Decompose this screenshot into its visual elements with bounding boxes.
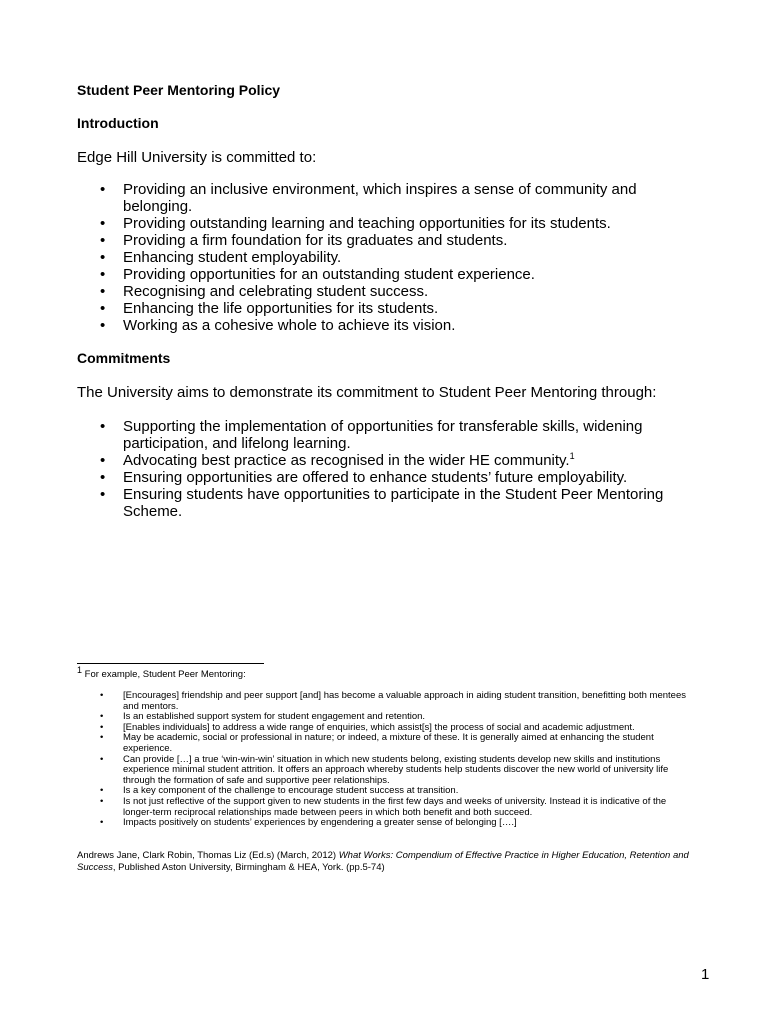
list-item: • Providing an inclusive environment, which inspires a sense of community and belonging. bbox=[77, 181, 677, 215]
list-item: • Recognising and celebrating student success. bbox=[77, 283, 677, 300]
introduction-lead: Edge Hill University is committed to: bbox=[77, 149, 317, 166]
list-item: • Is not just reflective of the support given to new students in the first few days and weeks of university. Instead it is indicative of the longer-term reciprocal relationships made between peers in which both benefit and both succeed. bbox=[77, 797, 697, 818]
reference-authors: Andrews Jane, Clark Robin, Thomas Liz (Ed.s) (March, 2012) bbox=[77, 850, 339, 861]
footnote-intro: $^1$ For example, Student Peer Mentoring: bbox=[77, 664, 246, 680]
section-heading-introduction: Introduction bbox=[77, 115, 159, 131]
reference-citation bbox=[77, 850, 697, 873]
list-item: • Providing opportunities for an outstanding student experience. bbox=[77, 266, 677, 283]
reference-publisher: , Published Aston University, Birmingham & HEA, York. (pp.5-74) bbox=[112, 861, 385, 873]
footnote-reference[interactable]: 1 bbox=[569, 451, 575, 461]
list-item: • [Encourages] friendship and peer support [and] has become a valuable approach in aiding student transition, benefitting both mentees and mentors. bbox=[77, 691, 697, 712]
list-item: • Enhancing the life opportunities for its students. bbox=[77, 300, 677, 317]
introduction-list bbox=[77, 181, 677, 334]
list-item: • [Enables individuals] to address a wide range of enquiries, which assist[s] the process of social and academic adjustment. bbox=[77, 723, 697, 734]
list-item: • Is a key component of the challenge to encourage student success at transition. bbox=[77, 786, 697, 797]
list-item: • Enhancing student employability. bbox=[77, 249, 677, 266]
list-item: • Can provide […] a true ‘win-win-win’ situation in which new students belong, existing students develop new skills and institutions experience minimal student attrition. It offers an approach whereby students help students discover the new world of university life through the formation of safe and supportive peer relationships. bbox=[77, 755, 697, 787]
list-item: • Impacts positively on students’ experiences by engendering a greater sense of belonging [….] bbox=[77, 818, 697, 829]
footnote-separator bbox=[77, 663, 264, 664]
list-item: • Supporting the implementation of opportunities for transferable skills, widening participation, and lifelong learning. bbox=[77, 418, 677, 452]
section-heading-commitments: Commitments bbox=[77, 350, 171, 366]
commitments-list bbox=[77, 418, 677, 520]
list-item: • Providing outstanding learning and teaching opportunities for its students. bbox=[77, 215, 677, 232]
list-item bbox=[77, 452, 677, 469]
commitments-lead: The University aims to demonstrate its commitment to Student Peer Mentoring through: bbox=[77, 384, 657, 401]
list-item: • Ensuring students have opportunities to participate in the Student Peer Mentoring Scheme. bbox=[77, 486, 677, 520]
footnote-mark: 1 bbox=[77, 664, 83, 675]
reference-title: What Works: Compendium of Effective Practice in Higher Education, Retention and Success bbox=[77, 850, 689, 873]
footnote-list bbox=[77, 691, 697, 829]
list-item: • Working as a cohesive whole to achieve its vision. bbox=[77, 317, 677, 334]
list-item-text: Advocating best practice as recognised in the wider HE community. bbox=[123, 452, 570, 469]
list-item: • May be academic, social or professional in nature; or indeed, a mixture of these. It is generally aimed at enhancing the student experience. bbox=[77, 733, 697, 754]
list-item: • Ensuring opportunities are offered to enhance students’ future employability. bbox=[77, 469, 677, 486]
list-item: • Is an established support system for student engagement and retention. bbox=[77, 712, 697, 723]
list-item: • Providing a firm foundation for its graduates and students. bbox=[77, 232, 677, 249]
page-number: 1 bbox=[701, 966, 710, 983]
document-title: Student Peer Mentoring Policy bbox=[77, 82, 281, 98]
